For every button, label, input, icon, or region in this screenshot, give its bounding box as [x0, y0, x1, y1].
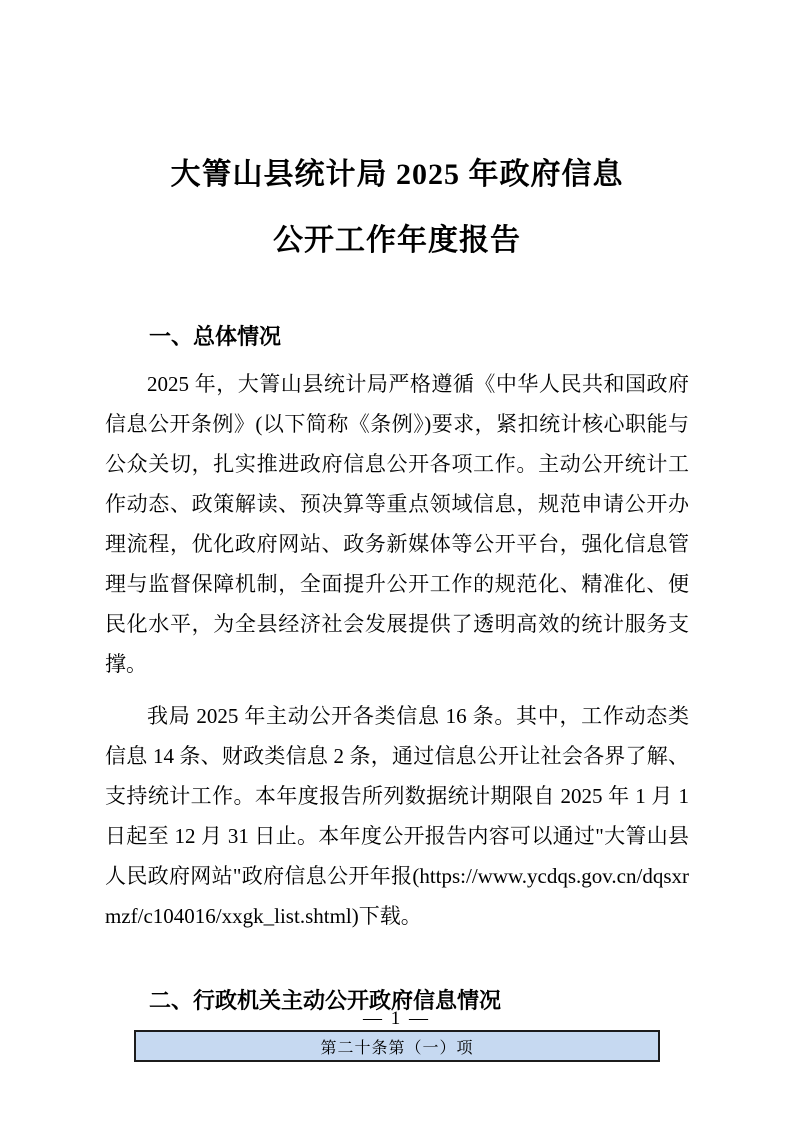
document-content: [0, 142, 793, 1062]
section-1-paragraph-1: 2025 年，大箐山县统计局严格遵循《中华人民共和国政府信息公开条例》(以下简称《条例》)要求，紧扣统计核心职能与公众关切，扎实推进政府信息公开各项工作。主动公开统计工作动态、政策解读、预决算等重点领域信息，规范申请公开办理流程，优化政府网站、政务新媒体等公开平台，强化信息管理与监督保障机制，全面提升公开工作的规范化、精准化、便民化水平，为全县经济社会发展提供了透明高效的统计服务支撑。: [105, 372, 689, 676]
section-1-heading: 一、总体情况: [149, 324, 282, 349]
section-2-heading: 二、行政机关主动公开政府信息情况: [149, 988, 502, 1013]
document-title-line-1: 大箐山县统计局 2025 年政府信息: [170, 158, 624, 191]
page-number: — 1 —: [363, 1008, 430, 1029]
table-header-row: 第二十条第（一）项: [134, 1030, 660, 1062]
document-title: [105, 142, 689, 274]
document-title-line-2: 公开工作年度报告: [273, 224, 521, 257]
section-1-paragraph-2: 我局 2025 年主动公开各类信息 16 条。其中，工作动态类信息 14 条、财政类信息 2 条，通过信息公开让社会各界了解、支持统计工作。本年度报告所列数据统计期限自 2025 年 1 月 1 日起至 12 月 31 日止。本年度公开报告内容可以通过"大箐山县人民政府网站"政府信息公开年报(https://www.ycdqs.gov.cn/dqsxrmzf/c104016/xxgk_list.shtml)下载。: [105, 704, 689, 928]
